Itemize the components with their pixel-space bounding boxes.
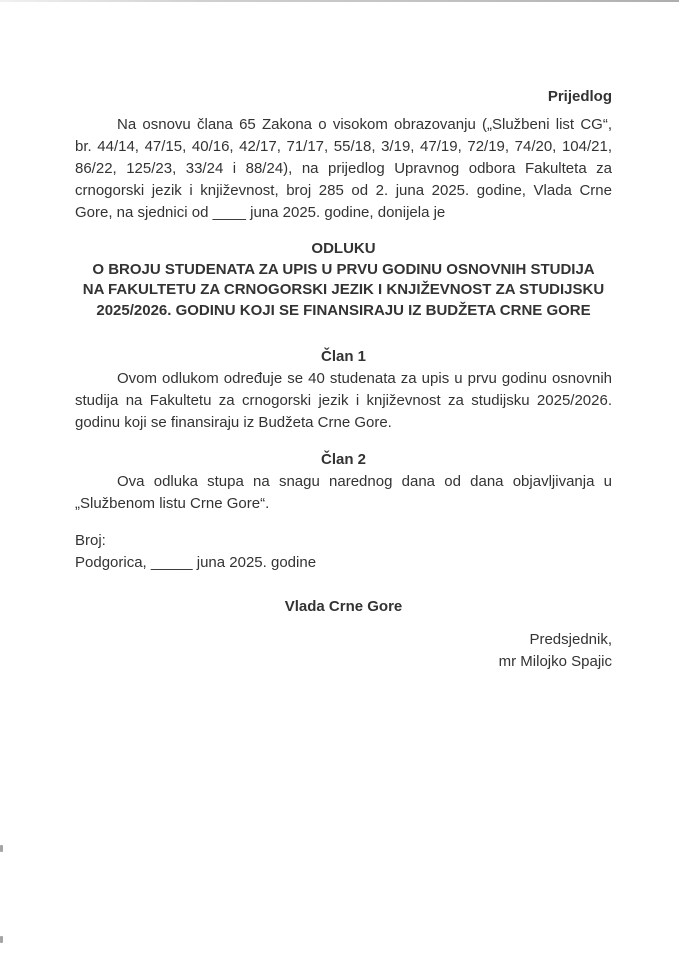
article-2-body: Ova odluka stupa na snagu narednog dana od dana objavljivanja u „Službenom listu Crne Gore“. [75, 473, 612, 512]
signature-block [75, 629, 612, 673]
scan-edge-artifact [0, 0, 679, 2]
title-line-1: ODLUKU [311, 240, 376, 257]
document-number-label: Broj: [75, 532, 106, 549]
document-title [75, 239, 612, 321]
signature-role: Predsjednik, [529, 631, 612, 648]
title-line-4: 2025/2026. GODINU KOJI SE FINANSIRAJU IZ BUDŽETA CRNE GORE [96, 301, 591, 319]
article-1-heading: Član 1 [320, 348, 366, 365]
intro-paragraph: Na osnovu člana 65 Zakona o visokom obrazovanju („Službeni list CG“, br. 44/14, 47/15, 40/16, 42/17, 71/17, 55/18, 3/19, 47/19, 72/19, 74/20, 104/21, 86/22, 125/23, 33/24 i 88/24), na prijedlog Upravnog odbora Fakulteta za crnogorski jezik i književnost, broj 285 od 2. juna 2025. godine, Vlada Crne Gore, na sjednici od ____ juna 2025. godine, donijela je [75, 116, 612, 221]
place-date-line: Podgorica, _____ juna 2025. godine [75, 554, 317, 571]
issuer-name: Vlada Crne Gore [284, 598, 403, 615]
title-line-3: NA FAKULTETU ZA CRNOGORSKI JEZIK I KNJIŽEVNOST ZA STUDIJSKU [82, 281, 605, 298]
signature-name: mr Milojko Spajic [498, 653, 612, 670]
scan-speck [0, 845, 3, 852]
article-1-body: Ovom odlukom određuje se 40 studenata za upis u prvu godinu osnovnih studija na Fakultetu za crnogorski jezik i književnost za studijsku 2025/2026. godinu koji se finansiraju iz Budžeta Crne Gore. [75, 370, 612, 431]
document-tag-label: Prijedlog [547, 88, 612, 105]
title-line-2: O BROJU STUDENATA ZA UPIS U PRVU GODINU OSNOVNIH STUDIJA [92, 260, 595, 278]
article-2-heading: Član 2 [320, 451, 366, 468]
scan-speck [0, 936, 3, 943]
